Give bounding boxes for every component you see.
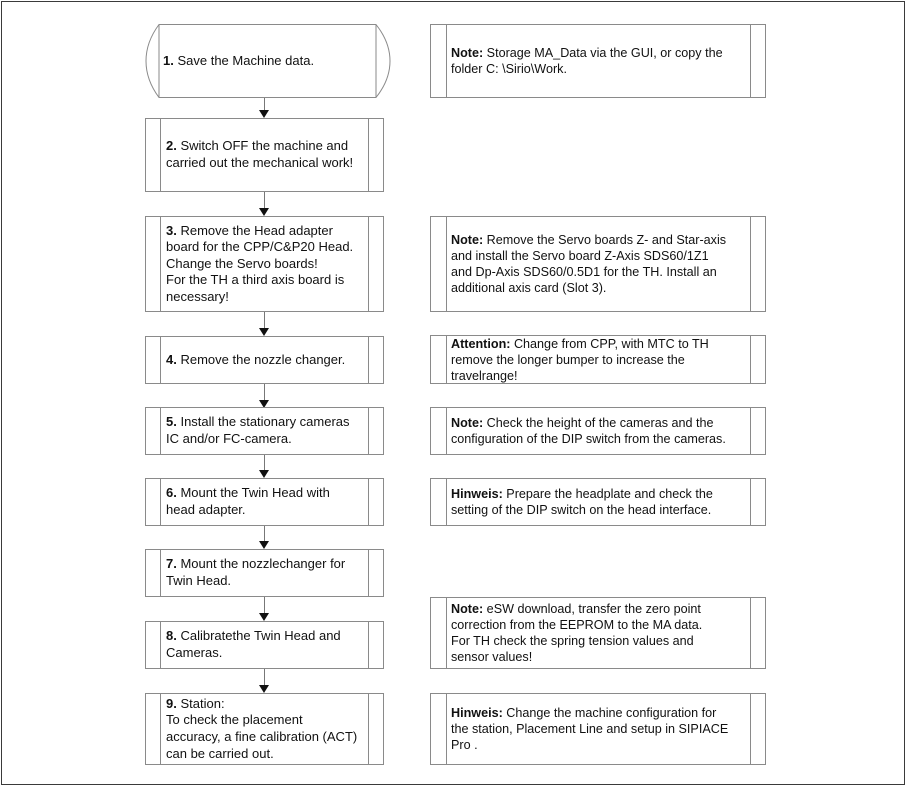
step-description: Calibratethe Twin Head and Cameras. — [166, 628, 341, 660]
step-description: Station: To check the placement accuracy, a fine calibration (ACT) can be carried out. — [166, 695, 358, 761]
step-8-box — [145, 621, 384, 669]
note-3-box — [430, 335, 766, 384]
flow-arrow — [259, 312, 269, 336]
flow-arrow — [259, 597, 269, 621]
step-description: Remove the Head adapter board for the CPP/C&P20 Head. Change the Servo boards! For the TH a third axis board is necessary! — [166, 222, 354, 304]
step-text — [166, 622, 367, 668]
step-number: 7. — [166, 556, 177, 572]
step-number: 4. — [166, 351, 177, 367]
step-text — [166, 119, 367, 191]
step-text — [166, 550, 367, 596]
flow-arrow — [259, 455, 269, 478]
arrow-head-icon — [259, 685, 269, 693]
note-5-box — [430, 478, 766, 526]
note-label: Note: — [451, 602, 484, 616]
step-text — [166, 217, 367, 311]
step-text — [163, 24, 375, 98]
arrow-head-icon — [259, 613, 269, 621]
step-description: Install the stationary cameras IC and/or FC-camera. — [166, 414, 350, 446]
flow-arrow — [259, 98, 269, 118]
note-text — [451, 694, 749, 764]
arrow-head-icon — [259, 208, 269, 216]
step-number: 6. — [166, 485, 177, 501]
step-number: 8. — [166, 628, 177, 644]
note-text — [451, 217, 749, 311]
flow-arrow — [259, 192, 269, 216]
note-2-box — [430, 216, 766, 312]
note-6-box — [430, 597, 766, 669]
note-description: Storage MA_Data via the GUI, or copy the folder C: \Sirio\Work. — [451, 46, 723, 76]
note-description: Prepare the headplate and check the setting of the DIP switch on the head interface. — [451, 487, 713, 517]
note-description: eSW download, transfer the zero point correction from the EEPROM to the MA data. For TH check the spring tension values and sensor values! — [451, 602, 703, 664]
step-number: 1. — [163, 52, 174, 68]
step-6-box — [145, 478, 384, 526]
note-description: Change the machine configuration for the station, Placement Line and setup in SIPIACE Pro . — [451, 706, 729, 752]
step-number: 9. — [166, 695, 177, 711]
step-number: 5. — [166, 414, 177, 430]
note-text — [451, 408, 749, 454]
step-text — [166, 408, 367, 454]
arrow-head-icon — [259, 470, 269, 478]
step-number: 3. — [166, 222, 177, 238]
step-2-box — [145, 118, 384, 192]
flow-arrow — [259, 526, 269, 549]
step-text — [166, 479, 367, 525]
arrow-head-icon — [259, 541, 269, 549]
note-label: Note: — [451, 416, 484, 430]
step-description: Mount the nozzlechanger for Twin Head. — [166, 556, 346, 588]
note-text — [451, 336, 749, 383]
note-description: Change from CPP, with MTC to TH remove the longer bumper to increase the travelrange! — [451, 336, 709, 383]
step-7-box — [145, 549, 384, 597]
step-text — [166, 337, 367, 383]
note-description: Check the height of the cameras and the configuration of the DIP switch from the cameras. — [451, 416, 726, 446]
note-text — [451, 598, 749, 668]
note-1-box — [430, 24, 766, 98]
note-label: Note: — [451, 46, 484, 60]
step-description: Save the Machine data. — [177, 52, 315, 68]
step-9-box — [145, 693, 384, 765]
note-label: Attention: — [451, 336, 511, 351]
arrow-head-icon — [259, 110, 269, 118]
step-3-box — [145, 216, 384, 312]
step-description: Remove the nozzle changer. — [180, 351, 346, 367]
step-4-box — [145, 336, 384, 384]
step-description: Mount the Twin Head with head adapter. — [166, 485, 330, 517]
note-4-box — [430, 407, 766, 455]
note-text — [451, 479, 749, 525]
step-1-box — [145, 24, 391, 98]
step-5-box — [145, 407, 384, 455]
step-number: 2. — [166, 138, 177, 154]
step-text — [166, 694, 367, 764]
note-7-box — [430, 693, 766, 765]
note-label: Hinweis: — [451, 487, 503, 501]
flow-arrow — [259, 669, 269, 693]
note-label: Note: — [451, 233, 484, 247]
flow-arrow — [259, 384, 269, 408]
note-description: Remove the Servo boards Z- and Star-axis and install the Servo board Z-Axis SDS60/1Z1 and Dp-Axis SDS60/0.5D1 for the TH. Install an additional axis card (Slot 3). — [451, 233, 727, 295]
arrow-head-icon — [259, 328, 269, 336]
note-text — [451, 25, 749, 97]
note-label: Hinweis: — [451, 706, 503, 720]
step-description: Switch OFF the machine and carried out the mechanical work! — [166, 138, 354, 170]
